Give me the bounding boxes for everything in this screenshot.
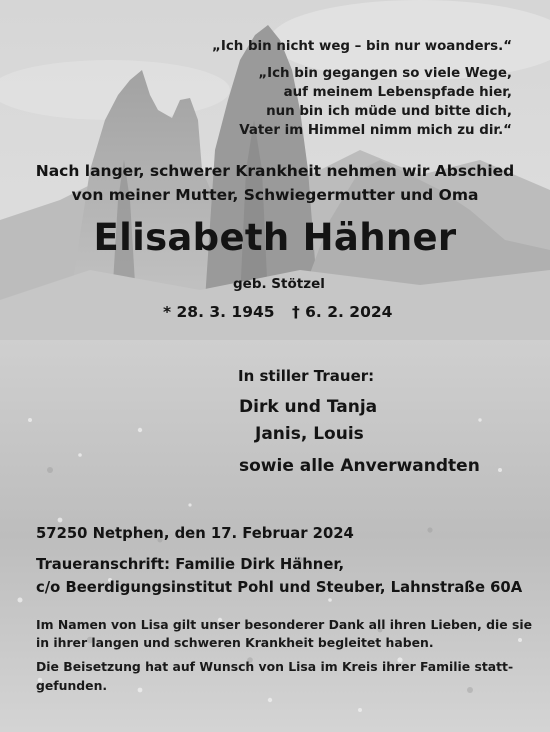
mourners-line-2: Janis, Louis <box>255 424 364 444</box>
address-line-2: c/o Beerdigungsinstitut Pohl und Steuber, Lahnstraße 60A <box>36 579 523 596</box>
burial-line-2: gefunden. <box>36 678 108 693</box>
burial-line-1: Die Beisetzung hat auf Wunsch von Lisa im Kreis ihrer Familie statt- <box>36 659 514 674</box>
poem-line-3: auf meinem Lebenspfade hier, <box>283 85 512 100</box>
intro-line-1: Nach langer, schwerer Krankheit nehmen wir Abschied <box>35 162 515 180</box>
poem-line-5: Vater im Himmel nimm mich zu dir.“ <box>239 123 512 138</box>
place-date: 57250 Netphen, den 17. Februar 2024 <box>36 525 354 542</box>
birth-name: geb. Stötzel <box>233 276 325 292</box>
mourners-lead: In stiller Trauer: <box>238 367 375 385</box>
mourners-line-1: Dirk und Tanja <box>239 397 378 417</box>
thanks-line-1: Im Namen von Lisa gilt unser besonderer Dank all ihren Lieben, die sie <box>36 617 533 632</box>
mourners-line-3: sowie alle Anverwandten <box>239 456 480 476</box>
birth-date: * 28. 3. 1945 <box>163 303 275 321</box>
poem-line-1: „Ich bin nicht weg – bin nur woanders.“ <box>212 39 512 54</box>
poem-line-2: „Ich bin gegangen so viele Wege, <box>258 66 512 81</box>
thanks-line-2: in ihrer langen und schweren Krankheit begleitet haben. <box>36 635 434 650</box>
deceased-name: Elisabeth Hähner <box>93 216 457 259</box>
death-date: † 6. 2. 2024 <box>292 303 393 321</box>
address-line-1: Traueranschrift: Familie Dirk Hähner, <box>36 556 345 573</box>
intro-line-2: von meiner Mutter, Schwiegermutter und Oma <box>71 186 479 204</box>
poem-line-4: nun bin ich müde und bitte dich, <box>266 104 512 119</box>
